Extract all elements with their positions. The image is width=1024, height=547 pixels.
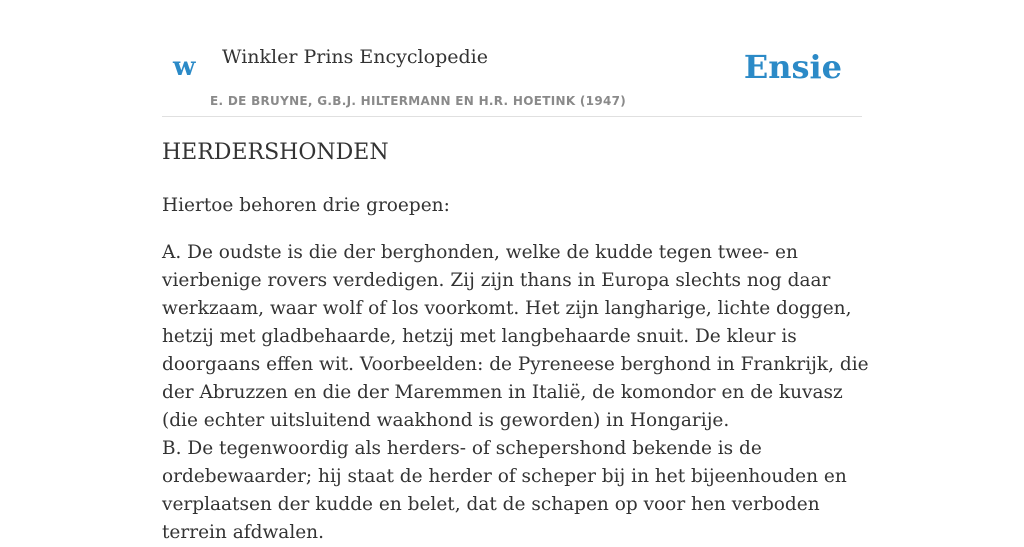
ensie-logo-link[interactable]: Ensie: [743, 48, 842, 86]
source-logo-icon[interactable]: w: [173, 52, 196, 82]
source-authors: E. DE BRUYNE, G.B.J. HILTERMANN EN H.R. HOETINK (1947): [210, 94, 627, 108]
article-title: HERDERSHONDEN: [162, 140, 389, 165]
source-header: [162, 34, 862, 117]
source-title[interactable]: Winkler Prins Encyclopedie: [222, 46, 488, 68]
article-intro: Hiertoe behoren drie groepen:: [162, 195, 450, 216]
article-paragraph-b: B. De tegenwoordig als herders- of schepershond bekende is de ordebewaarder; hij staat de herder of scheper bij in het bijeenhouden en verplaatsen der kudde en belet, dat de schapen op voor hen verboden terrein afdwalen.: [162, 438, 847, 543]
article-paragraph-a: A. De oudste is die der berghonden, welke de kudde tegen twee- en vierbenige rovers verdedigen. Zij zijn thans in Europa slechts nog daar werkzaam, waar wolf of los voorkomt. Het zijn langharige, lichte doggen, hetzij met gladbehaarde, hetzij met langbehaarde snuit. De kleur is doorgaans effen wit. Voorbeelden: de Pyreneese berghond in Frankrijk, die der Abruzzen en die der Maremmen in Italië, de komondor en de kuvasz (die echter uitsluitend waakhond is geworden) in Hongarije.: [162, 242, 869, 431]
